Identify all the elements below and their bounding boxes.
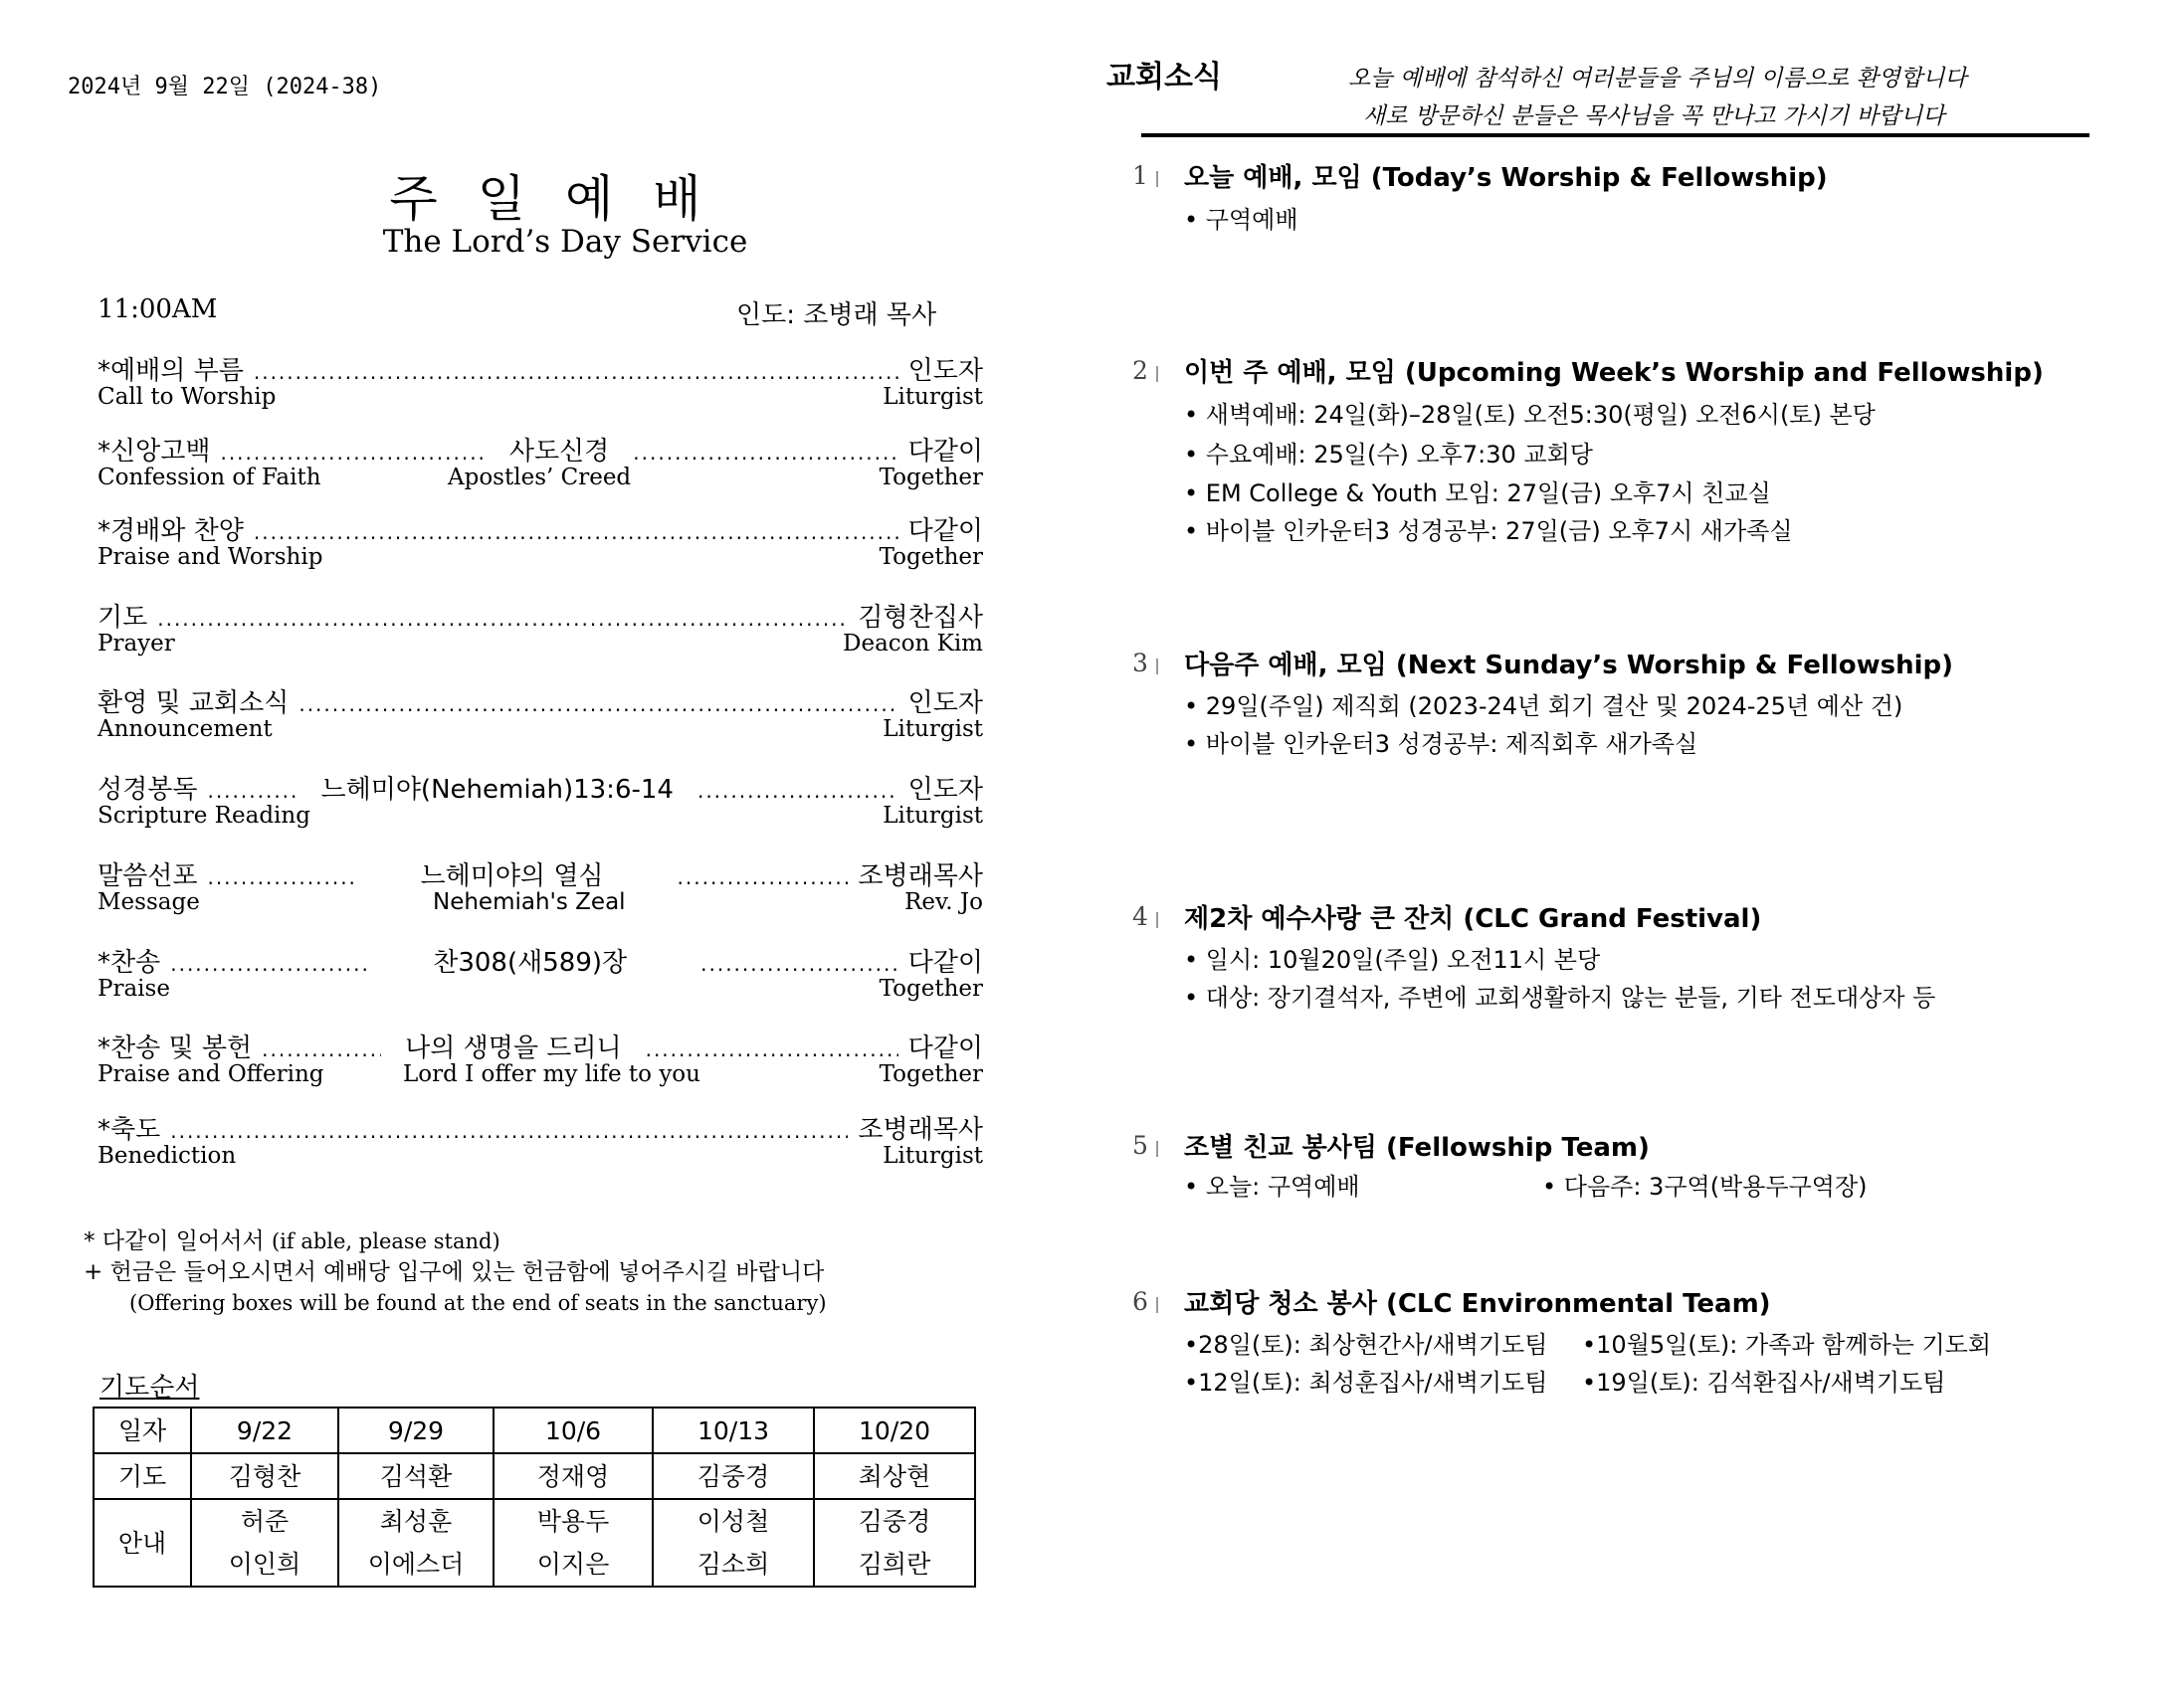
offering-note-en: (Offering boxes will be found at the end of seats in the sanctuary) <box>129 1291 827 1315</box>
order-item-benediction <box>98 1109 983 1171</box>
item-title-en: Message <box>98 889 200 915</box>
news-bullet: •28일(토): 최상현간사/새벽기도팀 <box>1184 1331 1548 1359</box>
section-marker <box>1156 658 1158 674</box>
item-role-en: Together <box>879 1061 983 1087</box>
guide-name: 이에스더 <box>367 1550 465 1579</box>
service-title-korean: 주일예배 <box>389 170 741 228</box>
name-cell <box>191 1499 338 1587</box>
section-title: 이번 주 예배, 모임 (Upcoming Week’s Worship and Fellowship) <box>1184 358 2044 388</box>
name-cell <box>653 1499 814 1587</box>
prayer-schedule-title: 기도순서 <box>99 1373 200 1403</box>
name-cell: 최상현 <box>814 1453 975 1499</box>
prayer-schedule-table <box>93 1407 976 1588</box>
name-cell: 김형찬 <box>191 1453 338 1499</box>
name-cell <box>814 1499 975 1587</box>
news-bullet: •19일(토): 김석환집사/새벽기도팀 <box>1582 1369 1946 1397</box>
row-label: 일자 <box>94 1408 191 1453</box>
guide-name: 최성훈 <box>379 1507 453 1536</box>
item-title-en: Praise and Worship <box>98 544 323 570</box>
row-label: 기도 <box>94 1453 191 1499</box>
order-item-praise <box>98 942 983 1004</box>
news-bullet: • 일시: 10월20일(주일) 오전11시 본당 <box>1184 946 1601 974</box>
item-role-en: Liturgist <box>883 716 983 742</box>
name-cell <box>494 1499 653 1587</box>
leader-dots <box>170 952 369 976</box>
guide-name: 허준 <box>240 1507 290 1536</box>
item-role-en: Rev. Jo <box>904 889 983 915</box>
section-number: 3 <box>1132 649 1148 677</box>
guide-name: 김중경 <box>858 1507 931 1536</box>
guide-name: 이성철 <box>696 1507 770 1536</box>
item-role-ko: 조병래목사 <box>858 861 983 891</box>
item-role-ko: 다같이 <box>907 1033 983 1063</box>
leader-dots <box>157 607 848 631</box>
order-item-announcement <box>98 682 983 744</box>
leader-dots <box>262 1037 381 1061</box>
item-title-en: Call to Worship <box>98 384 277 410</box>
item-title-en: Praise <box>98 976 170 1002</box>
section-marker <box>1156 1297 1158 1313</box>
visitor-message: 새로 방문하신 분들은 목사님을 꼭 만나고 가시기 바랍니다 <box>1363 103 1945 129</box>
order-item-prayer <box>98 597 983 658</box>
service-title-english: The Lord’s Day Service <box>382 224 748 260</box>
item-content-en: Lord I offer my life to you <box>403 1061 700 1087</box>
item-title-ko: 말씀선포 <box>98 861 198 891</box>
item-role-en: Together <box>879 976 983 1002</box>
news-bullet: • 새벽예배: 24일(화)–28일(토) 오전5:30(평일) 오전6시(토) 본당 <box>1184 401 1876 429</box>
leader-dots <box>220 441 485 465</box>
leader-dots <box>646 1037 898 1061</box>
item-title-ko: 환영 및 교회소식 <box>98 688 290 718</box>
name-cell <box>338 1499 494 1587</box>
item-role-ko: 다같이 <box>907 516 983 546</box>
item-title-en: Announcement <box>98 716 273 742</box>
service-time: 11:00AM <box>98 294 218 324</box>
news-bullet: • 오늘: 구역예배 <box>1184 1173 1360 1201</box>
order-item-praise-and-worship <box>98 510 983 572</box>
guide-name: 박용두 <box>536 1507 610 1536</box>
news-bullet: • 수요예배: 25일(수) 오후7:30 교회당 <box>1184 441 1593 469</box>
item-title-ko: *경배와 찬양 <box>98 516 244 546</box>
item-role-en: Liturgist <box>883 1143 983 1169</box>
leader-dots <box>170 1119 848 1143</box>
news-bullet: • 바이블 인카운터3 성경공부: 27일(금) 오후7시 새가족실 <box>1184 517 1793 545</box>
item-title-en: Prayer <box>98 631 175 657</box>
item-role-ko: 인도자 <box>907 688 983 718</box>
item-title-en: Scripture Reading <box>98 803 310 829</box>
item-title-ko: 기도 <box>98 603 148 633</box>
section-title: 교회당 청소 봉사 (CLC Environmental Team) <box>1184 1289 1771 1319</box>
stand-note-ko: * 다같이 일어서서 <box>84 1228 272 1254</box>
order-item-confession-of-faith <box>98 431 983 492</box>
leader-dots <box>254 520 898 544</box>
item-content-en: Apostles’ Creed <box>448 465 632 490</box>
order-item-scripture-reading <box>98 769 983 831</box>
church-news-title: 교회소식 <box>1106 60 1222 94</box>
section-title: 오늘 예배, 모임 (Today’s Worship & Fellowship) <box>1184 163 1828 193</box>
news-bullet: •10월5일(토): 가족과 함께하는 기도회 <box>1582 1331 1992 1359</box>
name-cell: 정재영 <box>494 1453 653 1499</box>
section-number: 4 <box>1132 902 1148 931</box>
item-role-ko: 조병래목사 <box>858 1115 983 1145</box>
leader-dots <box>254 360 898 384</box>
item-role-en: Together <box>879 465 983 490</box>
row-label: 안내 <box>94 1499 191 1587</box>
order-item-praise-and-offering <box>98 1028 983 1089</box>
item-content-ko: 사도신경 <box>508 437 610 467</box>
item-role-en: Together <box>879 544 983 570</box>
news-bullet: • 바이블 인카운터3 성경공부: 제직회후 새가족실 <box>1184 730 1698 758</box>
leader-dots <box>697 779 898 803</box>
item-role-ko: 김형찬집사 <box>858 603 983 633</box>
leader-dots <box>207 779 297 803</box>
table-row <box>94 1499 975 1587</box>
news-bullet: • 다음주: 3구역(박용두구역장) <box>1542 1173 1868 1201</box>
name-cell: 김석환 <box>338 1453 494 1499</box>
service-notes <box>84 1226 827 1319</box>
news-bullet: •12일(토): 최성훈집사/새벽기도팀 <box>1184 1369 1548 1397</box>
item-role-en: Liturgist <box>883 803 983 829</box>
news-bullet: • EM College & Youth 모임: 27일(금) 오후7시 친교실 <box>1184 479 1771 507</box>
item-role-en: Liturgist <box>883 384 983 410</box>
header-divider <box>1141 133 2089 137</box>
item-title-en: Praise and Offering <box>98 1061 324 1087</box>
welcome-message: 오늘 예배에 참석하신 여러분들을 주님의 이름으로 환영합니다 <box>1348 66 1967 92</box>
item-title-en: Confession of Faith <box>98 465 321 490</box>
name-cell: 김중경 <box>653 1453 814 1499</box>
section-marker <box>1156 366 1158 382</box>
item-title-ko: *찬송 <box>98 948 161 978</box>
date-cell: 10/6 <box>494 1408 653 1453</box>
table-row <box>94 1453 975 1499</box>
item-content-ko: 나의 생명을 드리니 <box>405 1033 622 1063</box>
section-marker <box>1156 912 1158 928</box>
date-cell: 9/29 <box>338 1408 494 1453</box>
item-title-en: Benediction <box>98 1143 237 1169</box>
item-content-ko: 찬308(새589)장 <box>433 948 628 978</box>
offering-note-ko: + 헌금은 들어오시면서 예배당 입구에 있는 헌금함에 넣어주시길 바랍니다 <box>84 1259 825 1285</box>
bulletin-date: 2024년 9월 22일 (2024-38) <box>68 75 382 99</box>
guide-name: 김소희 <box>696 1550 770 1579</box>
table-row <box>94 1408 975 1453</box>
item-title-ko: *예배의 부름 <box>98 356 244 386</box>
item-role-en: Deacon Kim <box>843 631 983 657</box>
item-content-en: Nehemiah's Zeal <box>433 889 626 915</box>
item-role-ko: 인도자 <box>907 775 983 805</box>
section-marker <box>1156 171 1158 187</box>
section-title: 조별 친교 봉사팀 (Fellowship Team) <box>1184 1133 1650 1163</box>
service-leader: 인도: 조병래 목사 <box>736 300 937 330</box>
stand-note-en: (if able, please stand) <box>271 1229 500 1253</box>
section-marker <box>1156 1141 1158 1157</box>
order-item-call-to-worship <box>98 350 983 412</box>
section-number: 5 <box>1132 1131 1148 1160</box>
leader-dots <box>298 692 897 716</box>
item-role-ko: 다같이 <box>907 437 984 467</box>
news-bullet: • 29일(주일) 제직회 (2023-24년 회기 결산 및 2024-25년 예산 건) <box>1184 692 1903 720</box>
section-title: 다음주 예배, 모임 (Next Sunday’s Worship & Fellowship) <box>1184 651 1953 680</box>
item-content-ko: 느헤미야(Nehemiah)13:6-14 <box>320 775 674 805</box>
item-title-ko: *축도 <box>98 1115 161 1145</box>
item-title-ko: *신앙고백 <box>98 437 211 467</box>
guide-name: 이지은 <box>536 1550 610 1579</box>
item-title-ko: 성경봉독 <box>98 775 198 805</box>
leader-dots <box>678 865 849 889</box>
news-bullet: • 대상: 장기결석자, 주변에 교회생활하지 않는 분들, 기타 전도대상자 등 <box>1184 984 1936 1012</box>
item-content-ko: 느헤미야의 열심 <box>420 861 604 891</box>
news-bullet: • 구역예배 <box>1184 206 1298 234</box>
order-item-message <box>98 855 983 917</box>
section-title: 제2차 예수사랑 큰 잔치 (CLC Grand Festival) <box>1184 904 1762 934</box>
section-number: 2 <box>1132 356 1148 385</box>
date-cell: 9/22 <box>191 1408 338 1453</box>
date-cell: 10/13 <box>653 1408 814 1453</box>
item-role-ko: 인도자 <box>907 356 983 386</box>
item-title-ko: *찬송 및 봉헌 <box>98 1033 253 1063</box>
section-number: 6 <box>1132 1287 1148 1316</box>
leader-dots <box>207 865 356 889</box>
guide-name: 김희란 <box>858 1550 931 1579</box>
leader-dots <box>633 441 897 465</box>
date-cell: 10/20 <box>814 1408 975 1453</box>
section-number: 1 <box>1132 161 1148 190</box>
guide-name: 이인희 <box>228 1550 301 1579</box>
item-role-ko: 다같이 <box>907 948 983 978</box>
leader-dots <box>700 952 898 976</box>
